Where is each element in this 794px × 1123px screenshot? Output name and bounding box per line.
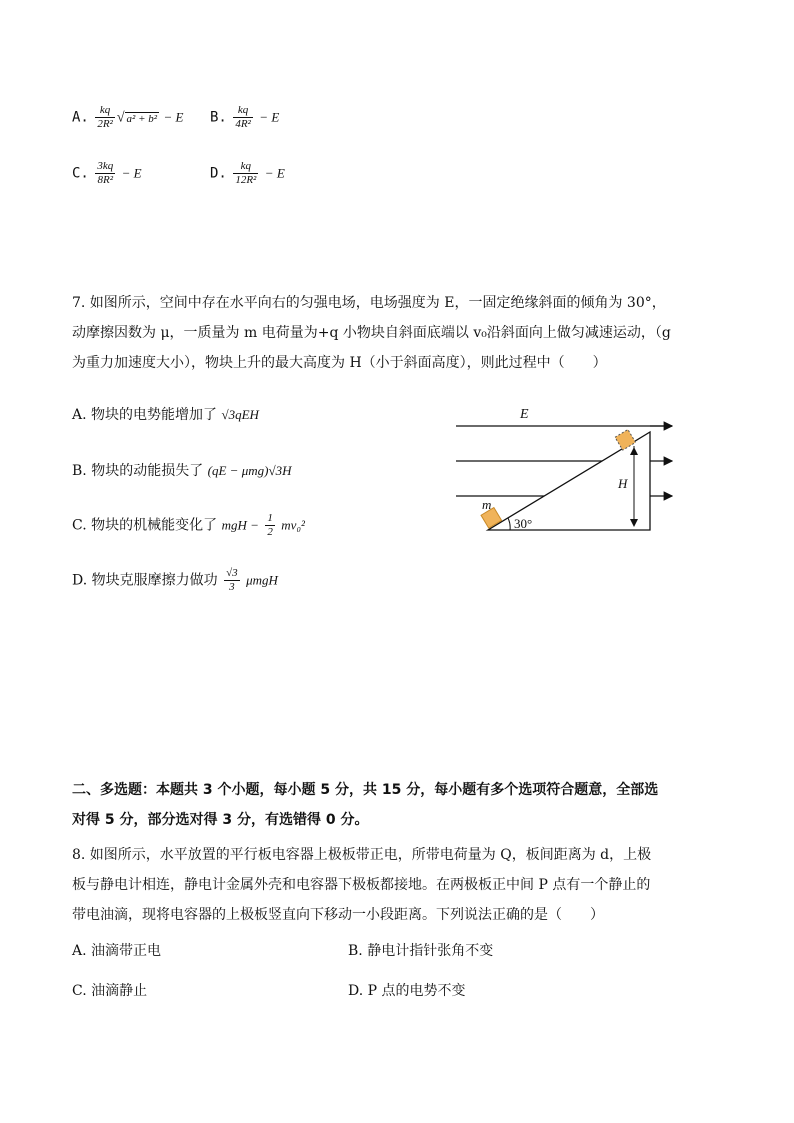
q7-c-text: C. 物块的机械能变化了 <box>72 517 218 534</box>
q6-c-label: C. <box>72 165 89 182</box>
q7-c-math1: mgH − <box>221 517 259 533</box>
q7-c-den: 2 <box>267 526 273 538</box>
q7-d-text: D. 物块克服摩擦力做功 <box>72 572 218 589</box>
q7-stem-line2: 动摩擦因数为 μ，一质量为 m 电荷量为+q 小物块自斜面底端以 v₀沿斜面向上做匀减速运动，（g <box>72 325 671 341</box>
q6-c-num: 3kq <box>97 160 114 172</box>
q7-a-math: √3qEH <box>221 407 259 422</box>
q6-option-c[interactable] <box>72 160 142 187</box>
q7-d-math: μmgH <box>246 572 278 588</box>
q6-a-tail: − E <box>163 109 184 125</box>
q7-option-b[interactable] <box>72 461 291 481</box>
q7-stem <box>72 288 732 378</box>
q6-b-label: B. <box>210 109 227 126</box>
section2-heading <box>72 775 732 835</box>
q6-b-num: kq <box>233 104 253 118</box>
sqrt-symbol: √ <box>116 110 125 126</box>
q7-option-a[interactable] <box>72 405 259 425</box>
q7-option-d[interactable] <box>72 567 278 594</box>
q6-a-sqrt: a² + b² <box>126 112 158 125</box>
q6-a-fraction <box>95 104 115 131</box>
q8-stem-line3: 带电油滴，现将电容器的上极板竖直向下移动一小段距离。下列说法正确的是（ ） <box>72 907 604 923</box>
q8-option-a[interactable]: A. 油滴带正电 <box>72 943 162 959</box>
q7-b-text: B. 物块的动能损失了 <box>72 463 204 479</box>
q8-stem-line2: 板与静电计相连，静电计金属外壳和电容器下极板都接地。在两极板正中间 P 点有一个静止的 <box>72 877 651 893</box>
q7-incline-figure <box>450 398 690 543</box>
label-E: E <box>520 407 529 422</box>
q6-c-tail: − E <box>121 165 142 181</box>
section2-line1: 二、多选题：本题共 3 个小题，每小题 5 分，共 15 分，每小题有多个选项符合题意，全部选 <box>72 782 659 798</box>
section2-line2: 对得 5 分，部分选对得 3 分，有选错得 0 分。 <box>72 812 369 828</box>
q7-stem-line1: 7. 如图所示，空间中存在水平向右的匀强电场，电场强度为 E，一固定绝缘斜面的倾角为 30°， <box>72 295 666 311</box>
q7-b-math: (qE − μmg)√3H <box>207 463 292 478</box>
q7-c-num: 1 <box>267 512 273 524</box>
q6-c-den: 8R² <box>97 174 114 186</box>
q6-d-den: 12R² <box>235 174 257 186</box>
q6-b-fraction <box>233 104 253 131</box>
q6-a-den: 2R² <box>97 118 113 130</box>
label-m: m <box>482 497 492 512</box>
q6-option-d[interactable] <box>210 160 285 187</box>
q6-a-num: kq <box>95 104 115 118</box>
q7-d-den: 3 <box>229 581 235 593</box>
q8-option-b[interactable]: B. 静电计指针张角不变 <box>348 943 494 959</box>
q7-d-num: √3 <box>226 567 238 579</box>
q6-option-b[interactable] <box>210 104 279 131</box>
label-angle: 30° <box>514 516 533 531</box>
q7-c-math2: mv₀² <box>281 517 305 533</box>
q7-option-c[interactable] <box>72 512 305 539</box>
q6-a-label: A. <box>72 109 89 126</box>
q6-d-tail: − E <box>264 165 285 181</box>
q7-c-fraction <box>265 512 275 539</box>
q6-d-label: D. <box>210 165 227 182</box>
q6-option-a[interactable] <box>72 104 183 131</box>
label-H: H <box>618 476 628 491</box>
q7-stem-line3: 为重力加速度大小），物块上升的最大高度为 H（小于斜面高度），则此过程中（ ） <box>72 355 607 371</box>
q8-option-c[interactable]: C. 油滴静止 <box>72 983 148 999</box>
q6-b-tail: − E <box>259 109 280 125</box>
q7-d-fraction <box>224 567 240 594</box>
q6-c-fraction <box>95 160 115 187</box>
q6-b-den: 4R² <box>235 118 251 130</box>
q6-d-fraction <box>233 160 258 187</box>
q7-a-text: A. 物块的电势能增加了 <box>72 407 218 423</box>
q8-stem <box>72 840 732 930</box>
q8-option-d[interactable]: D. P 点的电势不变 <box>348 983 466 999</box>
q6-d-num: kq <box>233 160 258 174</box>
q8-stem-line1: 8. 如图所示，水平放置的平行板电容器上极板带正电，所带电荷量为 Q，板间距离为 d，上极 <box>72 847 652 863</box>
